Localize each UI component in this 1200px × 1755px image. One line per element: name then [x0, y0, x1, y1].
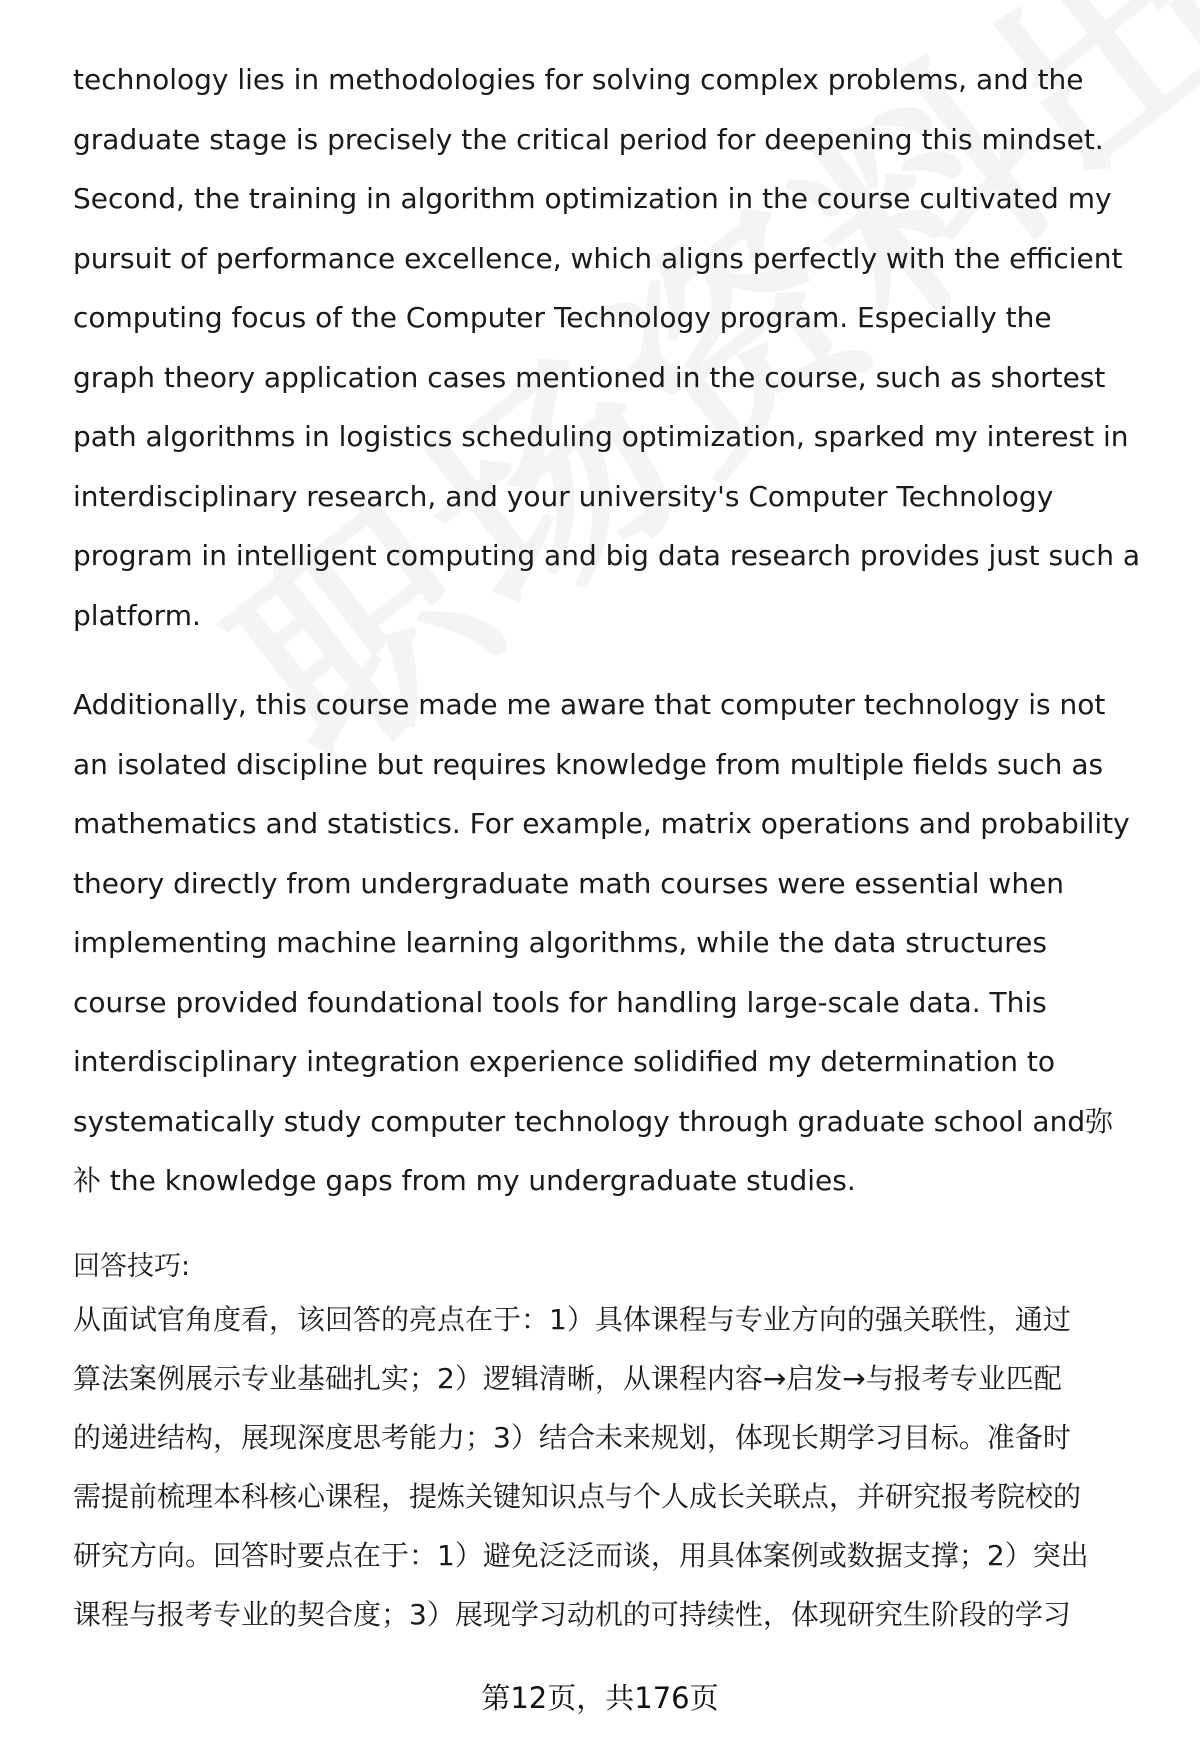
paragraph-spacer: [73, 645, 1163, 675]
tips-heading: 回答技巧:: [73, 1250, 191, 1282]
paragraph-2: Additionally, this course made me aware that computer technology is not an isolated discipline but requires knowledge from multiple fields such as mathematics and statistics. For example, matrix operations and probability theory directly from undergraduate math courses were essential when implementing machine learning algorithms, while the data structures course provided foundational tools for handling large-scale data. This interdisciplinary integration experience solidified my determination to systematically study computer technology through graduate school and弥 补 the knowledge gaps from my undergraduate studies.: [73, 688, 1130, 1197]
paragraph-1: technology lies in methodologies for solving complex problems, and the graduate stage is precisely the critical period for deepening this mindset. Second, the training in algorithm optimization in the course cultivated my pursuit of performance excellence, which aligns perfectly with the efficient computing focus of the Computer Technology program. Especially the graph theory application cases mentioned in the course, such as shortest path algorithms in logistics scheduling optimization, sparked my interest in interdisciplinary research, and your university's Computer Technology program in intelligent computing and big data research provides just such a platform.: [73, 63, 1141, 632]
page-number-footer: 第12页，共176页: [481, 1681, 719, 1715]
page-content: [73, 50, 1163, 1644]
section-spacer: [73, 1211, 1163, 1244]
tips-paragraph: 从面试官角度看，该回答的亮点在于：1）具体课程与专业方向的强关联性，通过 算法案例展示专业基础扎实；2）逻辑清晰，从课程内容→启发→与报考专业匹配 的递进结构，展现深度思考能力；3）结合未来规划，体现长期学习目标。准备时 需提前梳理本科核心课程，提炼关键知识点与个人成长关联点，并研究报考院校的 研究方向。回答时要点在于：1）避免泛泛而谈，用具体案例或数据支撑；2）突出 课程与报考专业的契合度；3）展现学习动机的可持续性，体现研究生阶段的学习: [73, 1302, 1089, 1631]
